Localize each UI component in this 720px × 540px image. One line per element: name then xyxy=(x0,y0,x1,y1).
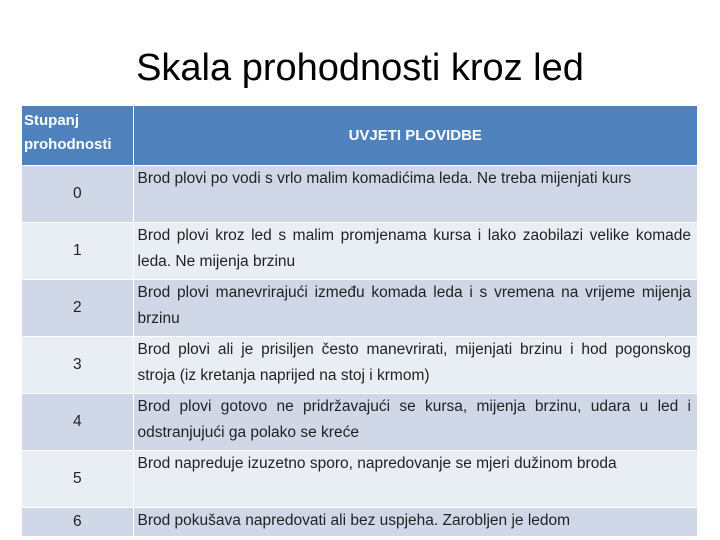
level-cell: 2 xyxy=(22,280,133,337)
table-row xyxy=(22,508,697,537)
table-row xyxy=(22,223,697,280)
level-cell: 3 xyxy=(22,337,133,394)
table-header-row xyxy=(22,106,697,166)
table-row xyxy=(22,451,697,508)
condition-cell: Brod plovi gotovo ne pridržavajući se kursa, mijenja brzinu, udara u led i odstranjujući ga polako se kreće xyxy=(133,394,697,451)
table-row xyxy=(22,337,697,394)
condition-cell: Brod plovi ali je prisiljen često manevrirati, mijenjati brzinu i hod pogonskog stroja (iz kretanja naprijed na stoj i krmom) xyxy=(133,337,697,394)
condition-cell: Brod plovi kroz led s malim promjenama kursa i lako zaobilazi velike komade leda. Ne mijenja brzinu xyxy=(133,223,697,280)
level-cell: 5 xyxy=(22,451,133,508)
level-cell: 0 xyxy=(22,166,133,223)
ice-passability-table xyxy=(22,106,697,536)
condition-cell: Brod plovi po vodi s vrlo malim komadićima leda. Ne treba mijenjati kurs xyxy=(133,166,697,223)
level-cell: 1 xyxy=(22,223,133,280)
level-cell: 4 xyxy=(22,394,133,451)
level-cell: 6 xyxy=(22,508,133,537)
condition-cell: Brod pokušava napredovati ali bez uspjeha. Zarobljen je ledom xyxy=(133,508,697,537)
condition-cell: Brod napreduje izuzetno sporo, napredovanje se mjeri dužinom broda xyxy=(133,451,697,508)
condition-cell: Brod plovi manevrirajući između komada leda i s vremena na vrijeme mijenja brzinu xyxy=(133,280,697,337)
header-conditions: UVJETI PLOVIDBE xyxy=(133,106,697,166)
table-row xyxy=(22,394,697,451)
table-row xyxy=(22,166,697,223)
slide-title: Skala prohodnosti kroz led xyxy=(136,47,584,89)
header-level: Stupanj prohodnosti xyxy=(22,106,133,166)
table-row xyxy=(22,280,697,337)
